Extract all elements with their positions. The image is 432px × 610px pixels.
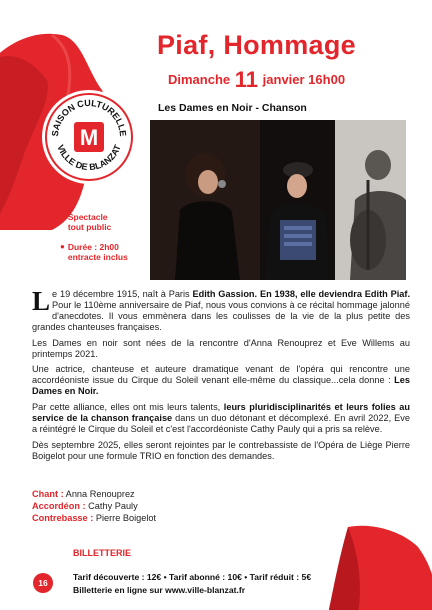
credits-list	[32, 488, 156, 525]
text-span: Une actrice, chanteuse et auteure dramatique venant de l'opéra qui rencontre une accordéoniste issue du Cirque du Soleil venant elle-même du classique...cela donne :	[32, 364, 410, 386]
credit-role: Contrebasse :	[32, 513, 94, 524]
red-flag-decoration-bottom	[328, 522, 432, 610]
info-text: Durée : 2h00 entracte inclus	[67, 242, 128, 262]
billing-prices: Tarif découverte : 12€ • Tarif abonné : 10€ • Tarif réduit : 5€	[73, 572, 312, 582]
page-number: 16	[33, 573, 53, 593]
text-span: dans un duo détonant et décomplexé. En avril 2022, Eve a réintégré le Cirque du Soleil et c'est l'accordéoniste Cathy Pauly qui a pris sa relève.	[32, 413, 411, 434]
badge-letter: M	[79, 125, 99, 150]
date-day: 11	[234, 67, 259, 92]
event-subtitle: Les Dames en Noir - Chanson	[158, 102, 307, 114]
info-item-audience	[60, 212, 128, 232]
date-month-time: janvier 16h00	[262, 72, 346, 87]
credit-contrebasse	[32, 512, 156, 524]
paragraph-3	[32, 364, 410, 397]
badge-top-text: SAISON CULTURELLE	[49, 97, 129, 137]
badge-logo-icon	[44, 92, 134, 182]
text-span: Par cette alliance, elles ont mis leurs talents,	[32, 402, 224, 413]
text-bold: Les Dames en Noir.	[32, 375, 410, 397]
credit-name: Pierre Boigelot	[93, 513, 157, 524]
credit-name: Anna Renouprez	[63, 489, 135, 499]
paragraph-1	[32, 286, 410, 333]
billing-website: Billetterie en ligne sur www.ville-blanzat.fr	[73, 585, 246, 595]
credit-name: Cathy Pauly	[85, 501, 138, 512]
paragraph-5: Dès septembre 2025, elles seront rejointes par le contrebassiste de l'Opéra de Liège Pierre Boigelot pour une formule TRIO en fonction des demandes.	[32, 439, 410, 461]
event-info-list	[60, 212, 128, 272]
date-weekday: Dimanche	[168, 72, 231, 87]
text-span: Pour le 110ème anniversaire de Piaf, nous vous convions à ce récital hommage jalonné d'anecdotes. Il vous emmènera dans les coulisses de la vie de la plus petite des grandes chanteuses françaises.	[32, 299, 410, 332]
text-span: e 19 décembre 1915, naît à Paris	[52, 289, 193, 299]
billing-heading: BILLETTERIE	[73, 548, 131, 558]
paragraph-2: Les Dames en noir sont nées de la rencontre d'Anna Renouprez et Eve Willems au printemps 2021.	[32, 337, 410, 359]
text-bold: leurs pluridisciplinarités et leurs folies au service de la chanson française	[32, 402, 410, 424]
text-bold: Edith Gassion. En 1938, elle deviendra Edith Piaf.	[192, 289, 410, 299]
info-item-duration	[60, 242, 128, 262]
event-date	[168, 67, 345, 93]
article-body	[32, 286, 411, 467]
credit-role: Accordéon :	[32, 501, 86, 512]
performers-photo	[150, 120, 406, 280]
credit-role: Chant :	[32, 489, 64, 499]
bullet-icon: ●	[60, 212, 65, 221]
dropcap: L	[32, 286, 51, 316]
credit-accordeon	[32, 500, 156, 512]
credit-chant	[32, 488, 156, 500]
badge-bottom-text: VILLE DE BLANZAT	[55, 143, 123, 173]
saison-culturelle-badge	[44, 92, 134, 182]
info-text: Spectacle tout public	[67, 212, 112, 232]
page-title: Piaf, Hommage	[157, 30, 356, 60]
bullet-icon: ●	[60, 242, 65, 251]
paragraph-4	[32, 402, 410, 435]
